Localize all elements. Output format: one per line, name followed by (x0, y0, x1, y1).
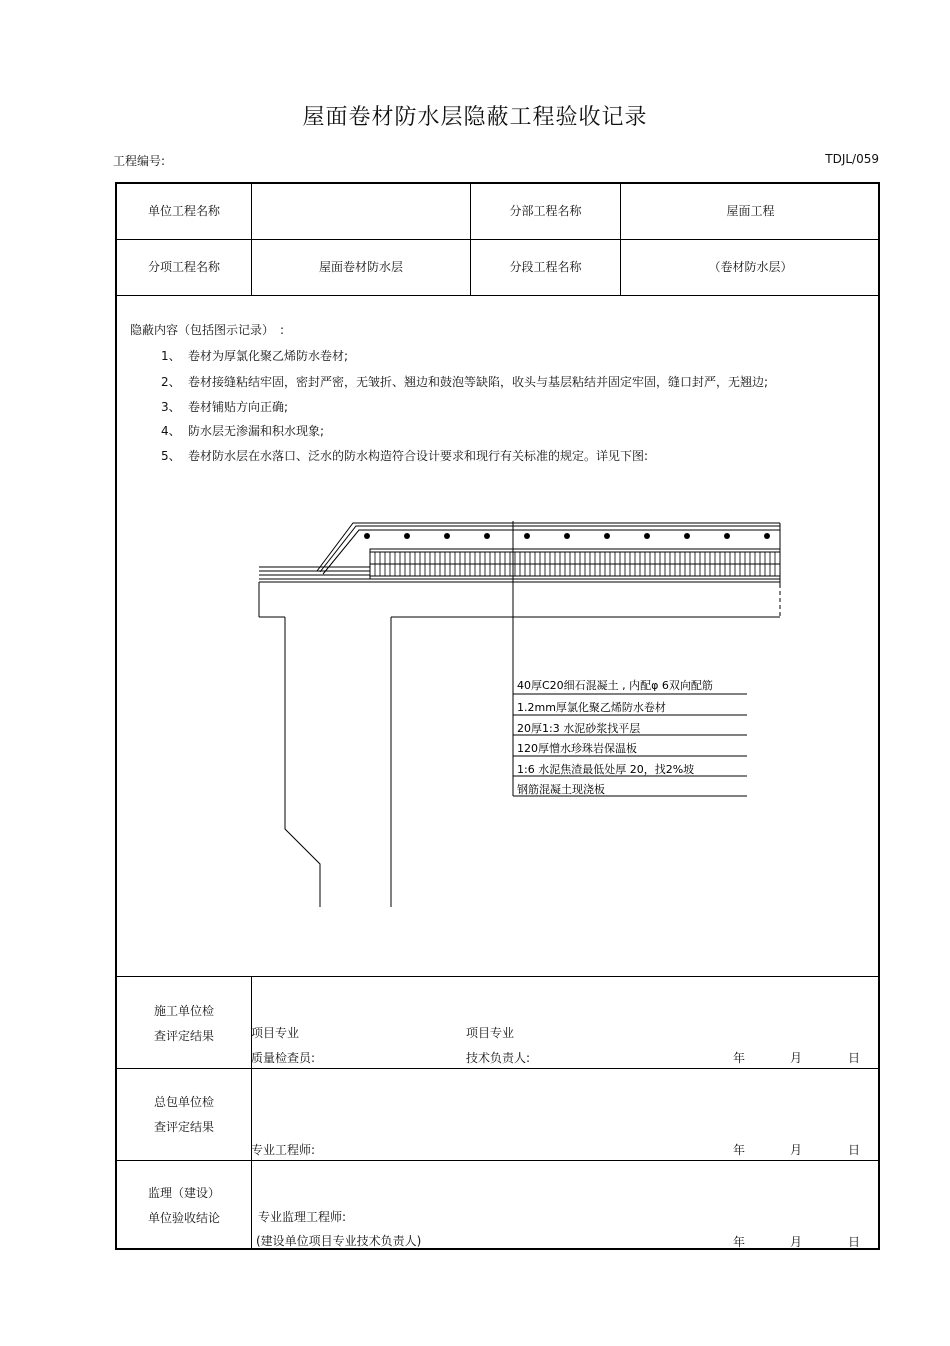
date-year: 年 (733, 1051, 746, 1065)
sub-part-value: 屋面工程 (726, 204, 775, 218)
column-divider (251, 976, 252, 1248)
date-year: 年 (733, 1143, 746, 1157)
construction-check-label (117, 999, 251, 1049)
document-code: TDJL/059 (825, 152, 879, 166)
rebar-dot (564, 533, 570, 539)
segment-value: （卷材防水层） (708, 260, 793, 274)
date-month: 月 (790, 1051, 803, 1065)
content-item: 防水层无渗漏和积水现象; (188, 424, 325, 438)
tech-lead-line1: 项目专业 (466, 1026, 515, 1040)
section-divider (117, 1068, 878, 1069)
layer-label: 40厚C20细石混凝土 , 内配φ 6双向配筋 (517, 679, 713, 692)
content-item-number: 2、 (161, 375, 181, 389)
rebar-dot (484, 533, 490, 539)
date-day: 日 (848, 1143, 861, 1157)
quality-inspector-line2: 质量检查员: (251, 1051, 316, 1065)
content-item-number: 3、 (161, 400, 181, 414)
owner-tech-lead: (建设单位项目专业技术负责人) (256, 1234, 422, 1248)
supervision-conclusion-label-line: 单位验收结论 (147, 1211, 220, 1225)
construction-check-label-line: 查评定结果 (153, 1029, 214, 1043)
layer-label: 钢筋混凝土现浇板 (517, 783, 605, 796)
item-label: 分项工程名称 (147, 260, 220, 274)
content-item: 卷材铺贴方向正确; (188, 400, 289, 414)
content-item: 卷材接缝粘结牢固，密封严密，无皱折、翘边和鼓泡等缺陷，收头与基层粘结并固定牢固，缝口封严，无翘边; (188, 375, 769, 389)
content-heading: 隐蔽内容（包括图示记录） : (130, 323, 285, 337)
section-divider (117, 976, 878, 977)
date-month: 月 (790, 1143, 803, 1157)
professional-engineer: 专业工程师: (251, 1143, 316, 1157)
rebar-dot (364, 533, 370, 539)
content-item-number: 4、 (161, 424, 181, 438)
date-year: 年 (733, 1235, 746, 1249)
supervision-conclusion-label (117, 1181, 251, 1231)
page-title: 屋面卷材防水层隐蔽工程验收记录 (302, 105, 648, 130)
layer-label: 1.2mm厚氯化聚乙烯防水卷材 (517, 701, 666, 714)
rebar-dot (404, 533, 410, 539)
date-day: 日 (848, 1235, 861, 1249)
content-item-number: 1、 (161, 349, 181, 363)
rebar-dot (524, 533, 530, 539)
rebar-dot (724, 533, 730, 539)
construction-check-label-line: 施工单位检 (153, 1004, 214, 1018)
layer-label: 20厚1:3 水泥砂浆找平层 (517, 722, 641, 735)
quality-inspector-line1: 项目专业 (251, 1026, 300, 1040)
rebar-dot (644, 533, 650, 539)
general-contractor-label-line: 查评定结果 (153, 1120, 214, 1134)
rebar-dot (444, 533, 450, 539)
content-item: 卷材为厚氯化聚乙烯防水卷材; (188, 349, 349, 363)
roof-construction-diagram (117, 184, 880, 1248)
date-month: 月 (790, 1235, 803, 1249)
content-item: 卷材防水层在水落口、泛水的防水构造符合设计要求和现行有关标准的规定。详见下图: (188, 449, 649, 463)
rebar-dot (764, 533, 770, 539)
content-item-number: 5、 (161, 449, 181, 463)
tech-lead-line2: 技术负责人: (466, 1051, 531, 1065)
project-number-label: 工程编号: (113, 154, 166, 168)
item-value: 屋面卷材防水层 (318, 260, 403, 274)
supervision-conclusion-label-line: 监理（建设） (147, 1186, 220, 1200)
date-day: 日 (848, 1051, 861, 1065)
general-contractor-label (117, 1090, 251, 1140)
record-table (115, 182, 880, 1250)
supervising-engineer: 专业监理工程师: (258, 1210, 347, 1224)
layer-label: 1:6 水泥焦渣最低处厚 20，找2%坡 (517, 763, 695, 776)
general-contractor-label-line: 总包单位检 (153, 1095, 214, 1109)
rebar-dot (604, 533, 610, 539)
unit-name-label: 单位工程名称 (147, 204, 220, 218)
layer-label: 120厚憎水珍珠岩保温板 (517, 742, 637, 755)
rebar-dot (684, 533, 690, 539)
sub-part-label: 分部工程名称 (509, 204, 582, 218)
section-divider (117, 1160, 878, 1161)
segment-label: 分段工程名称 (509, 260, 582, 274)
